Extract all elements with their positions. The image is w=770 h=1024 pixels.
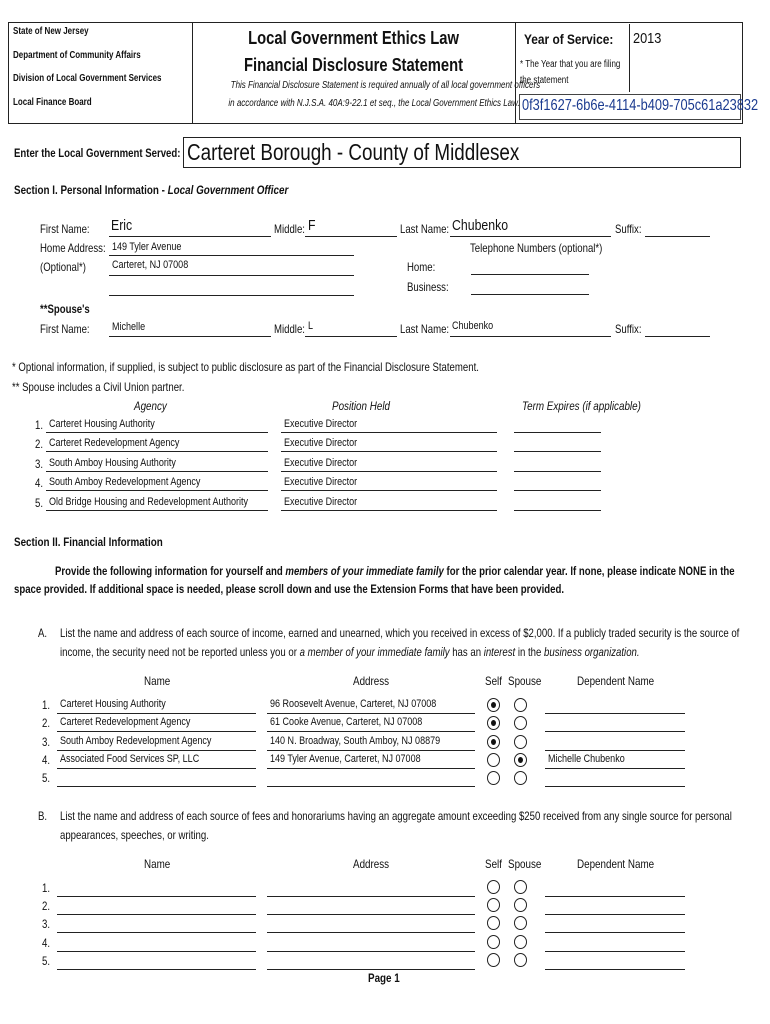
telephone-label: Telephone Numbers (optional*) — [470, 241, 603, 255]
spouse-radio[interactable] — [514, 880, 527, 894]
spouse-radio[interactable] — [514, 698, 527, 712]
spouse-middle-underline — [305, 336, 397, 337]
form-description-line-1: This Financial Disclosure Statement is required annually of all local government officers — [230, 80, 541, 91]
row-number: 1. — [35, 418, 44, 432]
spouse-radio[interactable] — [514, 716, 527, 730]
term-input[interactable] — [514, 490, 601, 491]
spouse-radio[interactable] — [514, 735, 527, 749]
term-input[interactable] — [514, 471, 601, 472]
fee-source-address-input[interactable] — [267, 932, 475, 933]
last-name-input[interactable]: Chubenko — [452, 217, 509, 234]
self-radio[interactable] — [487, 735, 500, 749]
address-line-2-input[interactable]: Carteret, NJ 07008 — [112, 259, 189, 271]
agency-underline — [46, 471, 268, 472]
self-radio[interactable] — [487, 880, 500, 894]
part-b-letter: B. — [38, 809, 48, 823]
income-source-address-input[interactable]: 61 Cooke Avenue, Carteret, NJ 07008 — [270, 716, 423, 728]
gov-served-input[interactable]: Carteret Borough - County of Middlesex — [187, 139, 520, 165]
part-b-text-line-1: List the name and address of each source of fees and honorariums having an aggregate amount exceeding $250 received from any single source for personal — [60, 809, 732, 823]
agency-underline — [46, 510, 268, 511]
section-1-heading-text: Section I. Personal Information - — [14, 183, 168, 197]
self-radio[interactable] — [487, 916, 500, 930]
agency-input[interactable]: South Amboy Housing Authority — [49, 457, 176, 469]
spouse-first-name-input[interactable]: Michelle — [112, 321, 146, 333]
row-number: 3. — [35, 457, 44, 471]
optional-info-note: * Optional information, if supplied, is subject to public disclosure as part of the Financial Disclosure Statement. — [12, 360, 479, 374]
part-a-spouse-header: Spouse — [508, 674, 542, 688]
row-number: 5. — [42, 954, 51, 968]
part-b-name-header: Name — [144, 857, 171, 871]
home-phone-label: Home: — [407, 260, 436, 274]
part-a-letter: A. — [38, 626, 48, 640]
part-a-t2b: a member of your immediate family — [299, 645, 450, 659]
income-source-name-input[interactable]: Carteret Redevelopment Agency — [60, 716, 191, 728]
term-input[interactable] — [514, 510, 601, 511]
position-underline — [281, 451, 497, 452]
position-input[interactable]: Executive Director — [284, 437, 358, 449]
year-note-line-2: the statement — [520, 75, 569, 86]
position-input[interactable]: Executive Director — [284, 457, 358, 469]
income-source-address-input[interactable]: 140 N. Broadway, South Amboy, NJ 08879 — [270, 735, 441, 747]
address-line-1-input[interactable]: 149 Tyler Avenue — [112, 241, 182, 253]
dependent-underline — [545, 731, 685, 732]
spouse-first-name-underline — [109, 336, 271, 337]
dependent-name-input[interactable] — [545, 932, 685, 933]
dependent-name-input[interactable] — [545, 969, 685, 970]
year-note-line-1: * The Year that you are filing — [520, 59, 621, 70]
part-a-text-line-2 — [60, 645, 770, 659]
row-number: 4. — [42, 936, 51, 950]
year-of-service-label: Year of Service: — [524, 31, 614, 47]
agency-underline — [46, 451, 268, 452]
spouse-radio[interactable] — [514, 935, 527, 949]
spouse-radio[interactable] — [514, 771, 527, 785]
row-number: 3. — [42, 735, 51, 749]
position-underline — [281, 471, 497, 472]
year-of-service-input[interactable]: 2013 — [633, 30, 662, 47]
spouse-radio[interactable] — [514, 953, 527, 967]
suffix-input[interactable] — [645, 236, 710, 237]
dependent-underline — [545, 768, 685, 769]
last-name-underline — [450, 236, 611, 237]
form-title: Local Government Ethics Law — [248, 28, 459, 48]
fee-source-name-input[interactable] — [57, 932, 256, 933]
position-input[interactable]: Executive Director — [284, 496, 358, 508]
self-radio[interactable] — [487, 935, 500, 949]
header-agency-line-4: Local Finance Board — [13, 97, 92, 108]
form-subtitle: Financial Disclosure Statement — [243, 55, 464, 75]
middle-name-underline — [305, 236, 397, 237]
term-column-header: Term Expires (if applicable) — [522, 399, 641, 413]
spouse-suffix-input[interactable] — [645, 336, 710, 337]
self-radio[interactable] — [487, 716, 500, 730]
position-input[interactable]: Executive Director — [284, 418, 358, 430]
self-radio[interactable] — [487, 771, 500, 785]
spouse-radio[interactable] — [514, 916, 527, 930]
home-phone-input[interactable] — [471, 274, 589, 275]
self-radio[interactable] — [487, 953, 500, 967]
address-line-3-input[interactable] — [109, 295, 354, 296]
agency-underline — [46, 432, 268, 433]
gov-served-label: Enter the Local Government Served: — [14, 146, 181, 160]
fee-source-name-input[interactable] — [57, 914, 256, 915]
self-radio[interactable] — [487, 898, 500, 912]
section-1-heading-italic: Local Government Officer — [167, 183, 289, 197]
name-underline — [57, 731, 256, 732]
name-underline — [57, 768, 256, 769]
address-line-2-underline — [109, 275, 354, 276]
position-underline — [281, 432, 497, 433]
fee-source-address-input[interactable] — [267, 951, 475, 952]
row-number: 2. — [35, 437, 44, 451]
part-a-name-header: Name — [144, 674, 171, 688]
header-agency-line-2: Department of Community Affairs — [13, 50, 141, 61]
spouse-last-name-underline — [450, 336, 611, 337]
income-source-name-input[interactable]: Associated Food Services SP, LLC — [60, 753, 200, 765]
position-column-header: Position Held — [332, 399, 390, 413]
last-name-label: Last Name: — [400, 222, 450, 236]
spouse-radio[interactable] — [514, 898, 527, 912]
agency-input[interactable]: Carteret Redevelopment Agency — [49, 437, 180, 449]
part-b-dependent-header: Dependent Name — [577, 857, 655, 871]
intro-text-a: Provide the following information for yourself and — [55, 564, 286, 578]
address-underline[interactable] — [267, 786, 475, 787]
income-source-address-input[interactable]: 149 Tyler Avenue, Carteret, NJ 07008 — [270, 753, 421, 765]
agency-input[interactable]: South Amboy Redevelopment Agency — [49, 476, 201, 488]
first-name-underline — [109, 236, 271, 237]
dependent-underline[interactable] — [545, 786, 685, 787]
section-1-heading — [14, 183, 349, 197]
part-a-self-header: Self — [485, 674, 502, 688]
business-phone-input[interactable] — [471, 294, 589, 295]
intro-text-b: members of your immediate family — [285, 564, 444, 578]
name-underline — [57, 750, 256, 751]
suffix-label: Suffix: — [615, 222, 642, 236]
part-a-dependent-header: Dependent Name — [577, 674, 655, 688]
income-source-name-input[interactable]: Carteret Housing Authority — [60, 698, 166, 710]
page-number: Page 1 — [368, 971, 400, 985]
dependent-underline — [545, 713, 685, 714]
fee-source-name-input[interactable] — [57, 896, 256, 897]
agency-column-header: Agency — [134, 399, 167, 413]
middle-name-input[interactable]: F — [308, 217, 316, 234]
first-name-label: First Name: — [40, 222, 90, 236]
dependent-name-input[interactable] — [545, 914, 685, 915]
row-number: 4. — [42, 753, 51, 767]
self-radio[interactable] — [487, 698, 500, 712]
intro-text-c: for the prior calendar year. If none, please indicate NONE in the — [443, 564, 735, 578]
row-number: 5. — [42, 771, 51, 785]
term-input[interactable] — [514, 432, 601, 433]
optional-label: (Optional*) — [40, 260, 86, 274]
header-agency-line-1: State of New Jersey — [13, 26, 89, 37]
fee-source-name-input[interactable] — [57, 969, 256, 970]
spouse-middle-input[interactable]: L — [308, 320, 314, 332]
year-of-service-input-box[interactable] — [629, 24, 630, 92]
fee-source-address-input[interactable] — [267, 914, 475, 915]
section-2-heading: Section II. Financial Information — [14, 535, 163, 549]
part-b-address-header: Address — [353, 857, 390, 871]
name-underline[interactable] — [57, 786, 256, 787]
agency-input[interactable]: Old Bridge Housing and Redevelopment Authority — [49, 496, 249, 508]
part-a-text-line-1: List the name and address of each source of income, earned and unearned, which you received in excess of $2,000. If a publicly traded security is the source of — [60, 626, 740, 640]
part-b-spouse-header: Spouse — [508, 857, 542, 871]
dependent-name-input[interactable]: Michelle Chubenko — [548, 753, 625, 765]
self-radio[interactable] — [487, 753, 500, 767]
part-a-t2c: has an — [449, 645, 484, 659]
first-name-input[interactable]: Eric — [111, 217, 133, 234]
dependent-underline — [545, 750, 685, 751]
dependent-name-input[interactable] — [545, 951, 685, 952]
fee-source-address-input[interactable] — [267, 969, 475, 970]
spouse-middle-label: Middle: — [274, 322, 305, 336]
income-source-name-input[interactable]: South Amboy Redevelopment Agency — [60, 735, 212, 747]
part-a-t2f: business organization. — [544, 645, 640, 659]
part-b-text-line-2: appearances, speeches, or writing. — [60, 828, 209, 842]
address-underline — [267, 750, 475, 751]
agency-underline — [46, 490, 268, 491]
income-source-address-input[interactable]: 96 Roosevelt Avenue, Carteret, NJ 07008 — [270, 698, 437, 710]
fee-source-name-input[interactable] — [57, 951, 256, 952]
position-underline — [281, 490, 497, 491]
row-number: 1. — [42, 698, 51, 712]
business-phone-label: Business: — [407, 280, 449, 294]
fee-source-address-input[interactable] — [267, 896, 475, 897]
section-2-intro-line-1 — [55, 564, 770, 578]
row-number: 1. — [42, 881, 51, 895]
name-underline — [57, 713, 256, 714]
part-a-t2e: in the — [515, 645, 545, 659]
row-number: 2. — [42, 716, 51, 730]
document-id: 0f3f1627-6b6e-4114-b409-705c61a23832 — [522, 97, 759, 114]
home-address-label: Home Address: — [40, 241, 106, 255]
section-2-intro-line-2: space provided. If additional space is needed, please scroll down and use the Extension Forms that have been provided. — [14, 582, 565, 596]
spouse-first-name-label: First Name: — [40, 322, 90, 336]
row-number: 2. — [42, 899, 51, 913]
spouse-last-name-input[interactable]: Chubenko — [452, 320, 494, 332]
spouse-last-name-label: Last Name: — [400, 322, 450, 336]
form-description-line-2: in accordance with N.J.S.A. 40A:9-22.1 et seq., the Local Government Ethics Law. — [228, 98, 520, 109]
position-underline — [281, 510, 497, 511]
header-agency-line-3: Division of Local Government Services — [13, 73, 162, 84]
part-a-t2a: income, the security need not be reported unless you or — [60, 645, 300, 659]
part-a-address-header: Address — [353, 674, 390, 688]
part-a-t2d: interest — [483, 645, 516, 659]
address-line-1-underline — [109, 255, 354, 256]
address-underline — [267, 731, 475, 732]
term-input[interactable] — [514, 451, 601, 452]
spouse-radio[interactable] — [514, 753, 527, 767]
address-underline — [267, 768, 475, 769]
spouse-suffix-label: Suffix: — [615, 322, 642, 336]
row-number: 3. — [42, 917, 51, 931]
row-number: 5. — [35, 496, 44, 510]
spouse-note: ** Spouse includes a Civil Union partner. — [12, 380, 185, 394]
row-number: 4. — [35, 476, 44, 490]
part-b-self-header: Self — [485, 857, 502, 871]
spouse-label: **Spouse's — [40, 302, 90, 316]
address-underline — [267, 713, 475, 714]
position-input[interactable]: Executive Director — [284, 476, 358, 488]
middle-name-label: Middle: — [274, 222, 305, 236]
dependent-name-input[interactable] — [545, 896, 685, 897]
agency-input[interactable]: Carteret Housing Authority — [49, 418, 155, 430]
